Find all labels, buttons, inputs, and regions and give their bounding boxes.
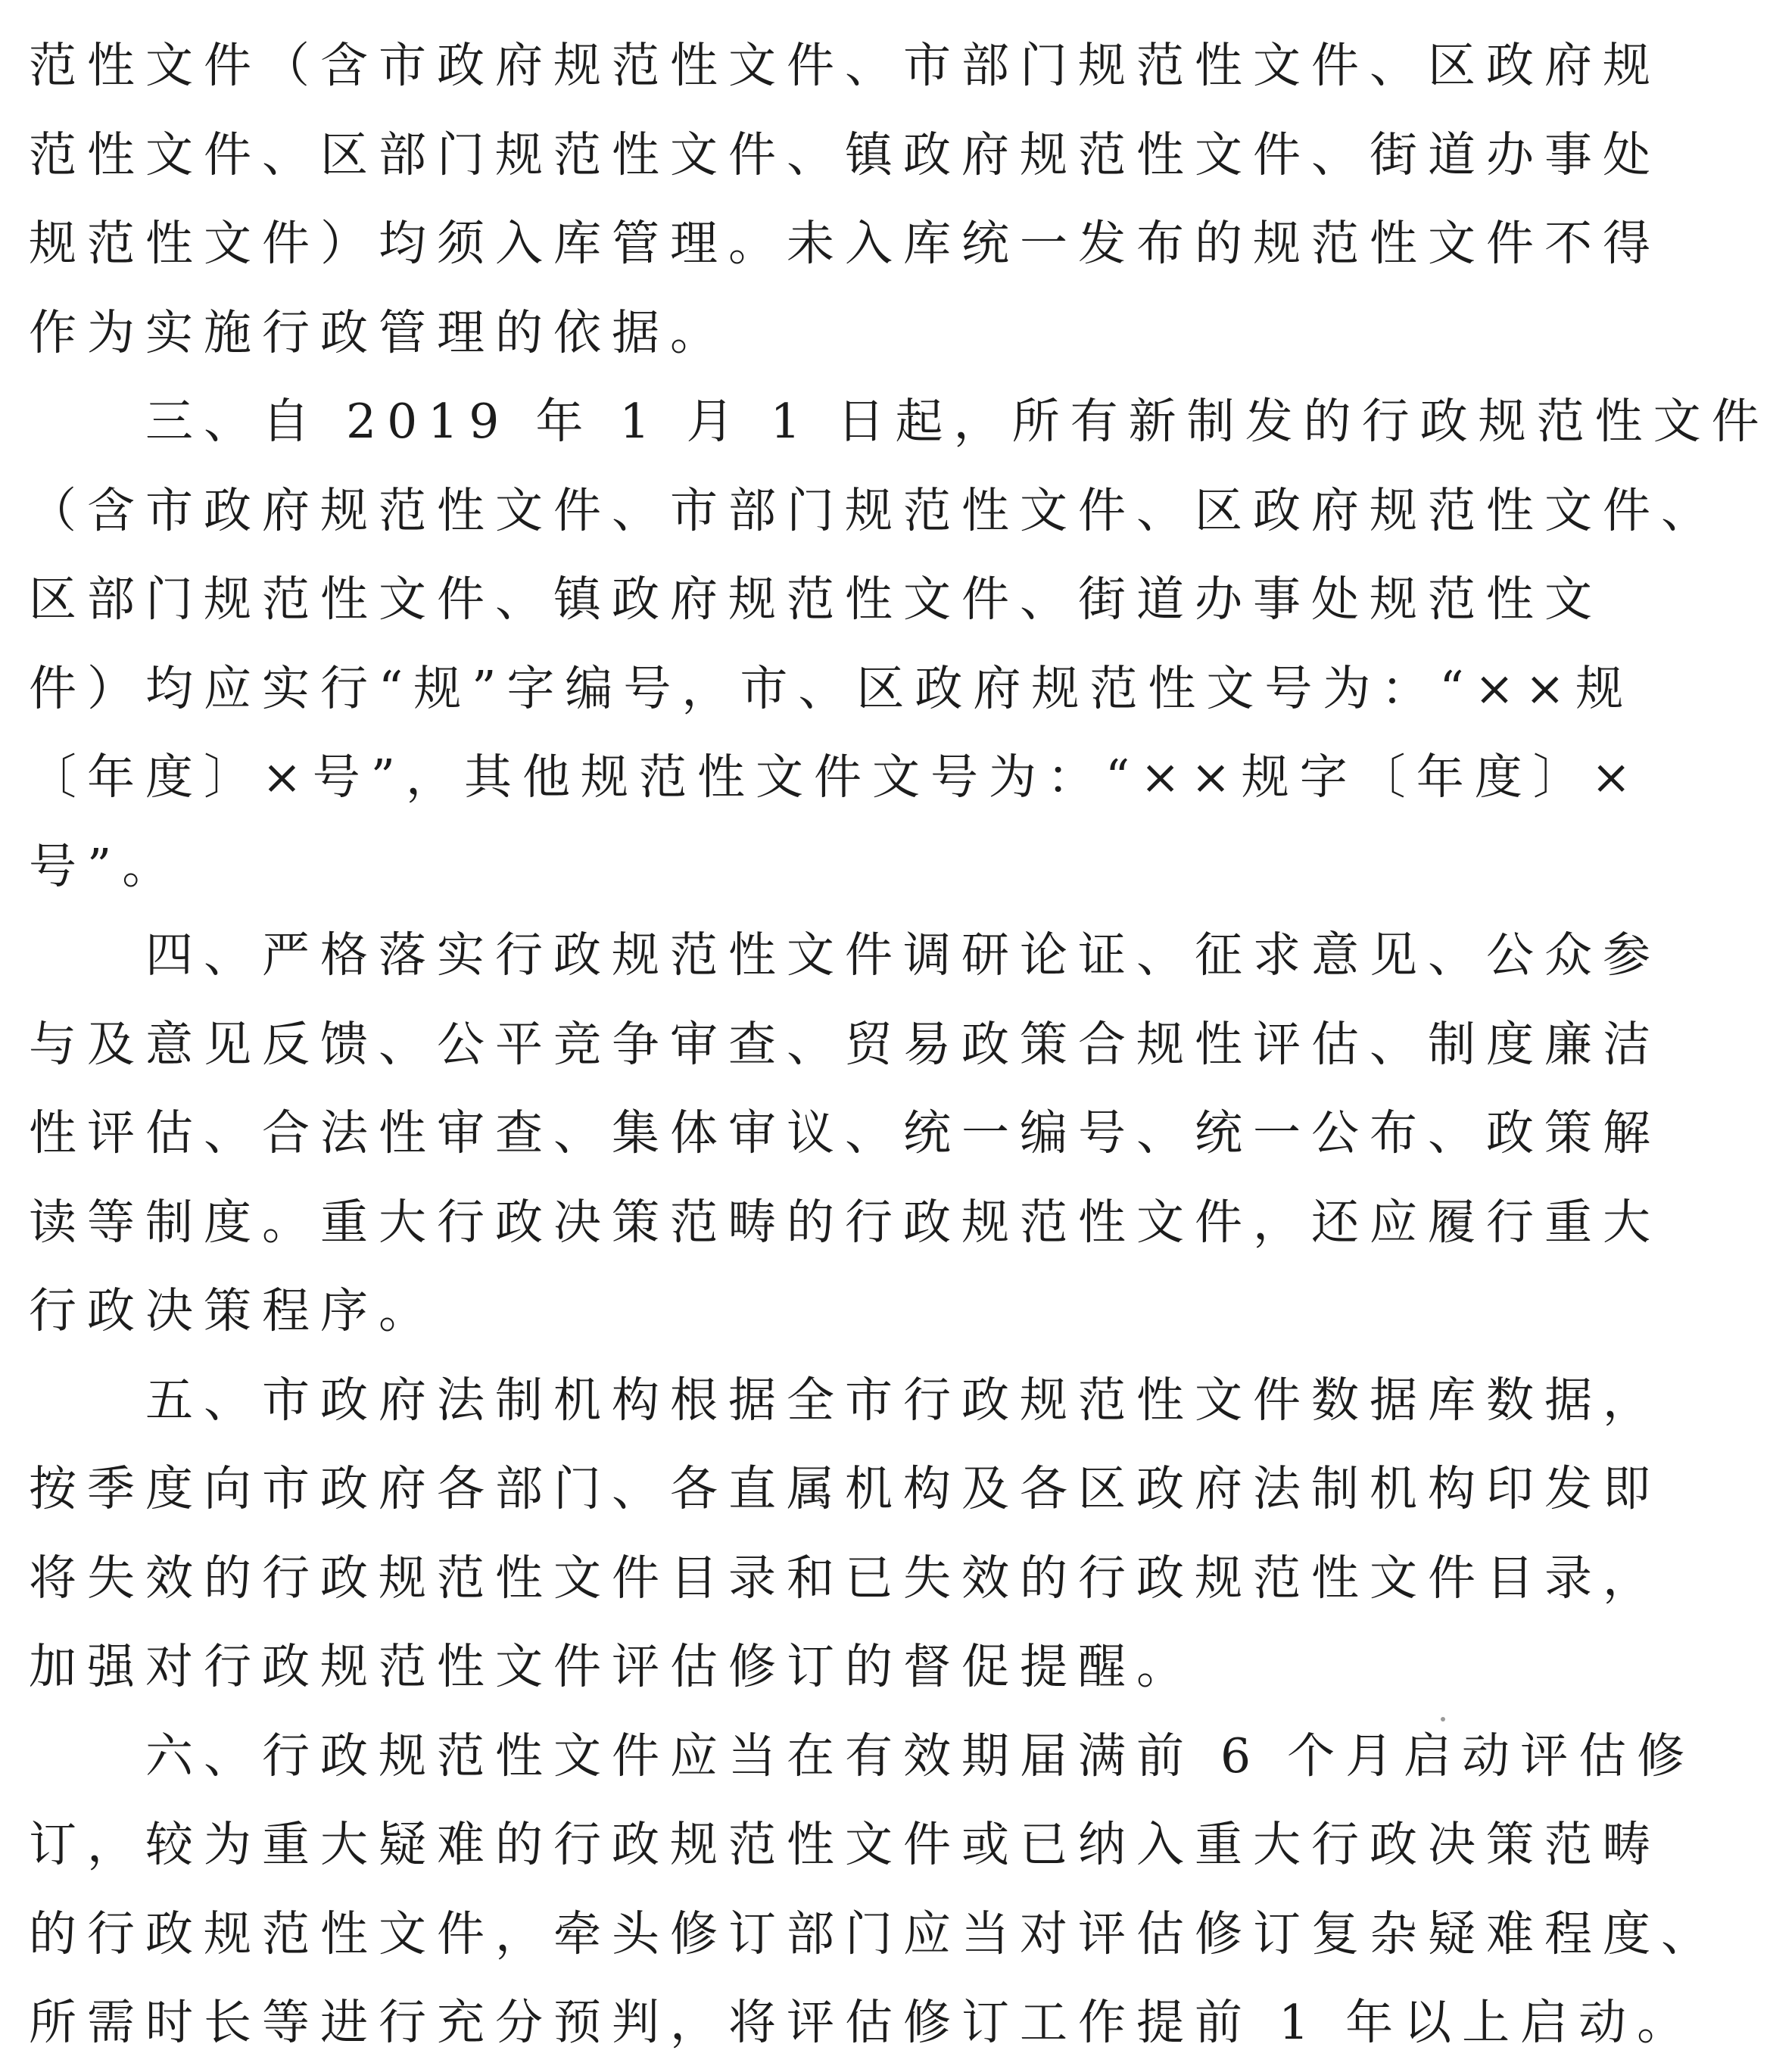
text-line: 订，较为重大疑难的行政规范性文件或已纳入重大行政决策范畴 (29, 1817, 1661, 1872)
text-line: 五、市政府法制机构根据全市行政规范性文件数据库数据， (145, 1372, 1661, 1428)
text-line: 四、严格落实行政规范性文件调研论证、征求意见、公众参 (145, 927, 1661, 983)
text-line: 〔年度〕×号”，其他规范性文件文号为：“××规字〔年度〕× (29, 749, 1642, 805)
text-line: 三、自 2019 年 1 月 1 日起，所有新制发的行政规范性文件 (145, 394, 1770, 449)
text-line: 性评估、合法性审查、集体审议、统一编号、统一公布、政策解 (29, 1105, 1661, 1161)
document-body (29, 21, 1770, 2067)
paragraph-item-4 (29, 911, 1661, 1356)
paragraph-item-3 (29, 377, 1770, 911)
text-line: 六、行政规范性文件应当在有效期届满前 6 个月启动评估修 (145, 1728, 1696, 1784)
text-line: 范性文件（含市政府规范性文件、市部门规范性文件、区政府规 (29, 38, 1661, 93)
text-line: 读等制度。重大行政决策范畴的行政规范性文件，还应履行重大 (29, 1194, 1661, 1250)
text-line: 作为实施行政管理的依据。 (29, 304, 728, 360)
text-line: 件）均应实行“规”字编号，市、区政府规范性文号为：“××规 (29, 660, 1634, 716)
paragraph-item-5 (29, 1356, 1661, 1712)
text-line: 范性文件、区部门规范性文件、镇政府规范性文件、街道办事处 (29, 126, 1661, 182)
text-line: 区部门规范性文件、镇政府规范性文件、街道办事处规范性文 (29, 572, 1603, 627)
text-line: 的行政规范性文件，牵头修订部门应当对评估修订复杂疑难程度、 (29, 1905, 1719, 1961)
paragraph-continued (29, 21, 1661, 377)
text-line: （含市政府规范性文件、市部门规范性文件、区政府规范性文件、 (29, 482, 1719, 538)
text-line: 号”。 (29, 838, 181, 894)
text-line: 行政决策程序。 (29, 1283, 437, 1338)
text-line: 所需时长等进行充分预判，将评估修订工作提前 1 年以上启动。 (29, 1995, 1696, 2050)
text-line: 按季度向市政府各部门、各直属机构及各区政府法制机构印发即 (29, 1461, 1661, 1516)
text-line: 将失效的行政规范性文件目录和已失效的行政规范性文件目录， (29, 1550, 1661, 1606)
paragraph-item-6 (29, 1712, 1719, 2067)
text-line: 加强对行政规范性文件评估修订的督促提醒。 (29, 1639, 1195, 1694)
scan-speck (1441, 1717, 1445, 1721)
text-line: 规范性文件）均须入库管理。未入库统一发布的规范性文件不得 (29, 216, 1661, 271)
text-line: 与及意见反馈、公平竞争审查、贸易政策合规性评估、制度廉洁 (29, 1016, 1661, 1072)
